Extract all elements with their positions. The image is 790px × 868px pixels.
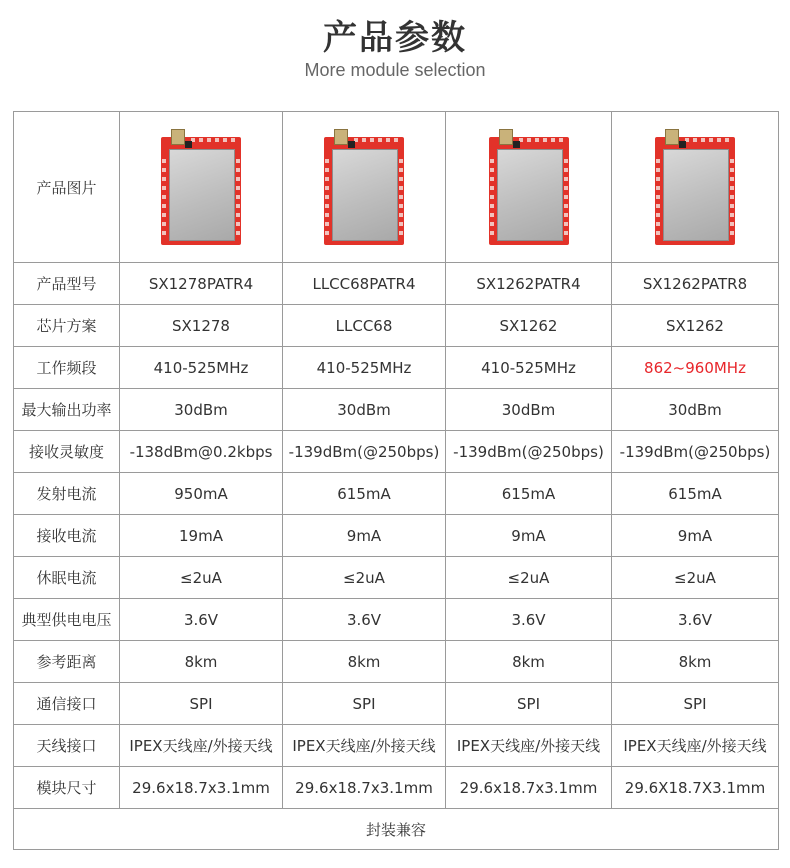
- row-label: 通信接口: [14, 683, 120, 725]
- table-cell: 29.6X18.7X3.1mm: [612, 767, 779, 809]
- table-cell: 8km: [612, 641, 779, 683]
- row-label: 典型供电电压: [14, 599, 120, 641]
- row-label: 参考距离: [14, 641, 120, 683]
- row-label: 接收灵敏度: [14, 431, 120, 473]
- module-image-cell: [612, 112, 779, 263]
- table-cell: 3.6V: [283, 599, 446, 641]
- table-cell: ≤2uA: [283, 557, 446, 599]
- table-row: [14, 641, 779, 683]
- row-label: 模块尺寸: [14, 767, 120, 809]
- table-cell: SX1278PATR4: [120, 263, 283, 305]
- table-row: [14, 767, 779, 809]
- table-row: [14, 599, 779, 641]
- module-image: [161, 129, 241, 245]
- table-cell: LLCC68: [283, 305, 446, 347]
- table-cell: 29.6x18.7x3.1mm: [120, 767, 283, 809]
- table-cell: -139dBm(@250bps): [446, 431, 612, 473]
- table-cell: SX1262PATR4: [446, 263, 612, 305]
- table-cell: IPEX天线座/外接天线: [446, 725, 612, 767]
- table-cell: IPEX天线座/外接天线: [283, 725, 446, 767]
- table-cell: -139dBm(@250bps): [283, 431, 446, 473]
- table-row: [14, 389, 779, 431]
- footer-row: [14, 809, 779, 850]
- row-label: 工作频段: [14, 347, 120, 389]
- table-cell: 3.6V: [612, 599, 779, 641]
- table-cell: -138dBm@0.2kbps: [120, 431, 283, 473]
- table-cell: SPI: [612, 683, 779, 725]
- table-cell: 9mA: [283, 515, 446, 557]
- table-cell: 9mA: [446, 515, 612, 557]
- table-cell: ≤2uA: [612, 557, 779, 599]
- module-image-cell: [120, 112, 283, 263]
- spec-table: [13, 111, 779, 850]
- table-row: [14, 683, 779, 725]
- table-cell: 615mA: [283, 473, 446, 515]
- module-image-cell: [446, 112, 612, 263]
- table-cell: 30dBm: [283, 389, 446, 431]
- table-cell: 8km: [446, 641, 612, 683]
- table-cell: 29.6x18.7x3.1mm: [446, 767, 612, 809]
- page-subtitle: More module selection: [304, 60, 486, 80]
- row-label: 芯片方案: [14, 305, 120, 347]
- table-cell: 30dBm: [446, 389, 612, 431]
- table-cell: SX1262: [446, 305, 612, 347]
- table-cell: 30dBm: [612, 389, 779, 431]
- table-cell: 3.6V: [120, 599, 283, 641]
- table-cell: 8km: [120, 641, 283, 683]
- image-row: [14, 112, 779, 263]
- row-label: 休眠电流: [14, 557, 120, 599]
- table-cell: 615mA: [612, 473, 779, 515]
- module-image: [655, 129, 735, 245]
- table-cell: 410-525MHz: [446, 347, 612, 389]
- table-cell: IPEX天线座/外接天线: [120, 725, 283, 767]
- row-label: 接收电流: [14, 515, 120, 557]
- table-cell: 3.6V: [446, 599, 612, 641]
- table-cell: 862~960MHz: [612, 347, 779, 389]
- table-row: [14, 725, 779, 767]
- table-cell: SX1262PATR8: [612, 263, 779, 305]
- page-title: 产品参数: [323, 18, 467, 58]
- table-cell: 410-525MHz: [120, 347, 283, 389]
- table-cell: 950mA: [120, 473, 283, 515]
- table-row: [14, 473, 779, 515]
- table-cell: 9mA: [612, 515, 779, 557]
- table-row: [14, 305, 779, 347]
- table-cell: LLCC68PATR4: [283, 263, 446, 305]
- table-cell: ≤2uA: [120, 557, 283, 599]
- row-label: 最大输出功率: [14, 389, 120, 431]
- table-cell: 29.6x18.7x3.1mm: [283, 767, 446, 809]
- footer-label: 封装兼容: [14, 809, 779, 850]
- module-image: [489, 129, 569, 245]
- row-label: 产品型号: [14, 263, 120, 305]
- row-label: 产品图片: [14, 112, 120, 263]
- table-cell: SX1262: [612, 305, 779, 347]
- table-cell: 410-525MHz: [283, 347, 446, 389]
- table-cell: -139dBm(@250bps): [612, 431, 779, 473]
- table-cell: IPEX天线座/外接天线: [612, 725, 779, 767]
- table-cell: 8km: [283, 641, 446, 683]
- table-row: [14, 515, 779, 557]
- table-row: [14, 557, 779, 599]
- table-cell: SPI: [446, 683, 612, 725]
- table-cell: 30dBm: [120, 389, 283, 431]
- table-row: [14, 431, 779, 473]
- table-cell: 19mA: [120, 515, 283, 557]
- module-image: [324, 129, 404, 245]
- table-cell: ≤2uA: [446, 557, 612, 599]
- table-cell: SPI: [283, 683, 446, 725]
- row-label: 天线接口: [14, 725, 120, 767]
- table-cell: 615mA: [446, 473, 612, 515]
- table-cell: SPI: [120, 683, 283, 725]
- table-row: [14, 263, 779, 305]
- row-label: 发射电流: [14, 473, 120, 515]
- table-cell: SX1278: [120, 305, 283, 347]
- module-image-cell: [283, 112, 446, 263]
- table-row: [14, 347, 779, 389]
